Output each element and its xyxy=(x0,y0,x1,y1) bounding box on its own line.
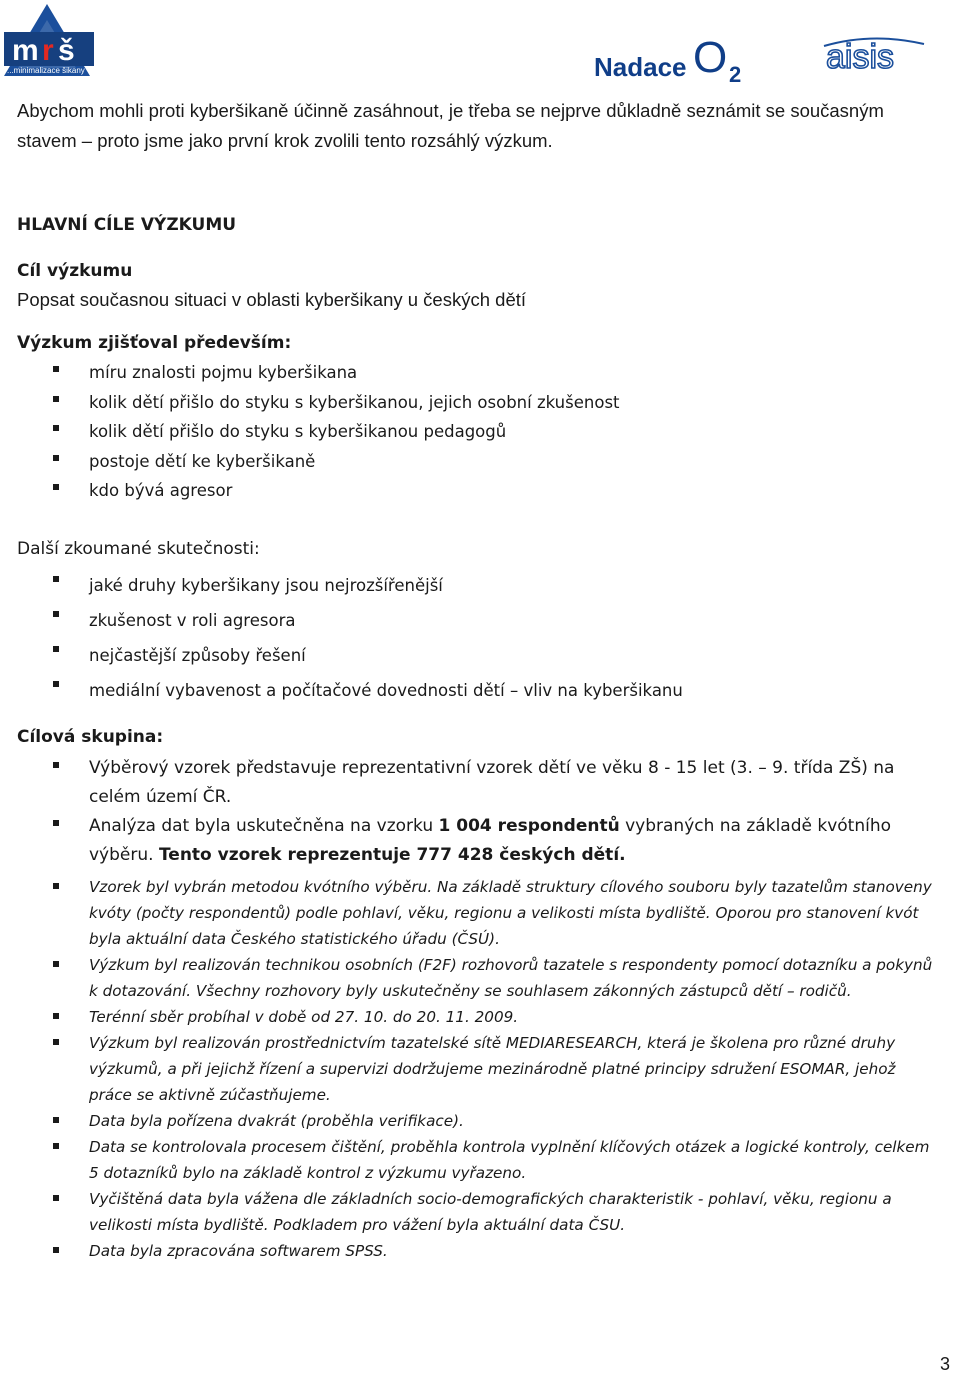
list-item: Data se kontrolovala procesem čištění, proběhla kontrola vyplnění klíčových otázek a logické kontroly, celkem 5 dotazníků bylo na základě kontrol z výzkumu vyřazeno. xyxy=(17,1134,937,1186)
svg-text:O: O xyxy=(692,33,727,82)
list-item: nejčastější způsoby řešení xyxy=(17,638,937,673)
nadace-o2-logo xyxy=(594,30,749,84)
population-statement: Tento vzorek reprezentuje 777 428 českých dětí. xyxy=(158,844,626,865)
sample-text-cont: vybraných na základě kvótního výběru. xyxy=(89,815,892,865)
svg-text:aisis: aisis xyxy=(826,38,895,74)
target-group-label: Cílová skupina: xyxy=(17,726,164,747)
list-item: kdo bývá agresor xyxy=(17,476,937,506)
list-item: Data byla pořízena dvakrát (proběhla verifikace). xyxy=(17,1108,937,1134)
methodology-notes xyxy=(17,874,937,1264)
intro-paragraph: Abychom mohli proti kyberšikaně účinně zasáhnout, je třeba se nejprve důkladně seznámit se současným stavem – proto jsme jako první krok zvolili tento rozsáhlý výzkum. xyxy=(17,100,884,151)
aisis-logo xyxy=(822,34,926,74)
list-item: mediální vybavenost a počítačové dovednosti dětí – vliv na kyberšikanu xyxy=(17,673,937,708)
other-facts-label: Další zkoumané skutečnosti: xyxy=(17,538,260,559)
svg-text:m: m xyxy=(12,34,39,67)
list-item: zkušenost v roli agresora xyxy=(17,603,937,638)
list-item: Terénní sběr probíhal v době od 27. 10. do 20. 11. 2009. xyxy=(17,1004,937,1030)
goal-text: Popsat současnou situaci v oblasti kyberšikany u českých dětí xyxy=(17,289,527,310)
investigated-list xyxy=(17,358,937,506)
list-item: Výzkum byl realizován technikou osobních (F2F) rozhovorů tazatele s respondenty pomocí dotazníku a pokynů k dotazování. Všechny rozhovory byly uskutečněny se souhlasem zákonných zástupců dětí – rodičů. xyxy=(17,952,937,1004)
page-number: 3 xyxy=(940,1354,951,1374)
nadace-logo-word: Nadace xyxy=(594,52,687,82)
list-item: postoje dětí ke kyberšikaně xyxy=(17,447,937,477)
list-item: kolik dětí přišlo do styku s kyberšikanou, jejich osobní zkušenost xyxy=(17,388,937,418)
section-title: HLAVNÍ CÍLE VÝZKUMU xyxy=(17,215,237,235)
list-item: Vyčištěná data byla vážena dle základních socio-demografických charakteristik - pohlaví, věku, regionu a velikosti místa bydliště. Podkladem pro vážení byla aktuální data ČSU. xyxy=(17,1186,937,1238)
sample-text: Analýza dat byla uskutečněna na vzorku xyxy=(89,815,439,836)
svg-text:r: r xyxy=(42,34,54,67)
list-item: míru znalosti pojmu kyberšikana xyxy=(17,358,937,388)
goal-label: Cíl výzkumu xyxy=(17,261,133,281)
other-facts-list xyxy=(17,568,937,708)
svg-text:2: 2 xyxy=(728,62,741,84)
list-item: kolik dětí přišlo do styku s kyberšikanou pedagogů xyxy=(17,417,937,447)
svg-text:...minimalizace šikany: ...minimalizace šikany xyxy=(7,66,85,75)
svg-text:š: š xyxy=(58,34,75,67)
o2-mark xyxy=(693,30,749,84)
target-group-list xyxy=(17,754,937,870)
list-item xyxy=(17,812,937,870)
list-item: Data byla zpracována softwarem SPSS. xyxy=(17,1238,937,1264)
respondent-count: 1 004 respondentů xyxy=(438,815,620,836)
main-content xyxy=(17,96,937,1264)
list-item: Výzkum byl realizován prostřednictvím tazatelské sítě MEDIARESEARCH, která je školena pro různé druhy výzkumů, a při jejichž řízení a supervizi dodržujeme mezinárodně platné principy sdružení ESOMAR, jehož práce se aktivně zúčastňujeme. xyxy=(17,1030,937,1108)
list-item: jaké druhy kyberšikany jsou nejrozšířenější xyxy=(17,568,937,603)
investigated-label: Výzkum zjišťoval především: xyxy=(17,333,292,353)
list-item: Výběrový vzorek představuje reprezentativní vzorek dětí ve věku 8 - 15 let (3. – 9. třída ZŠ) na celém území ČR. xyxy=(17,754,937,812)
list-item: Vzorek byl vybrán metodou kvótního výběru. Na základě struktury cílového souboru byly tazatelům stanoveny kvóty (počty respondentů) podle pohlaví, věku, regionu a velikosti místa bydliště. Oporou pro stanovení kvót byla aktuální data Českého statistického úřadu (ČSÚ). xyxy=(17,874,937,952)
mrs-logo xyxy=(2,2,96,78)
